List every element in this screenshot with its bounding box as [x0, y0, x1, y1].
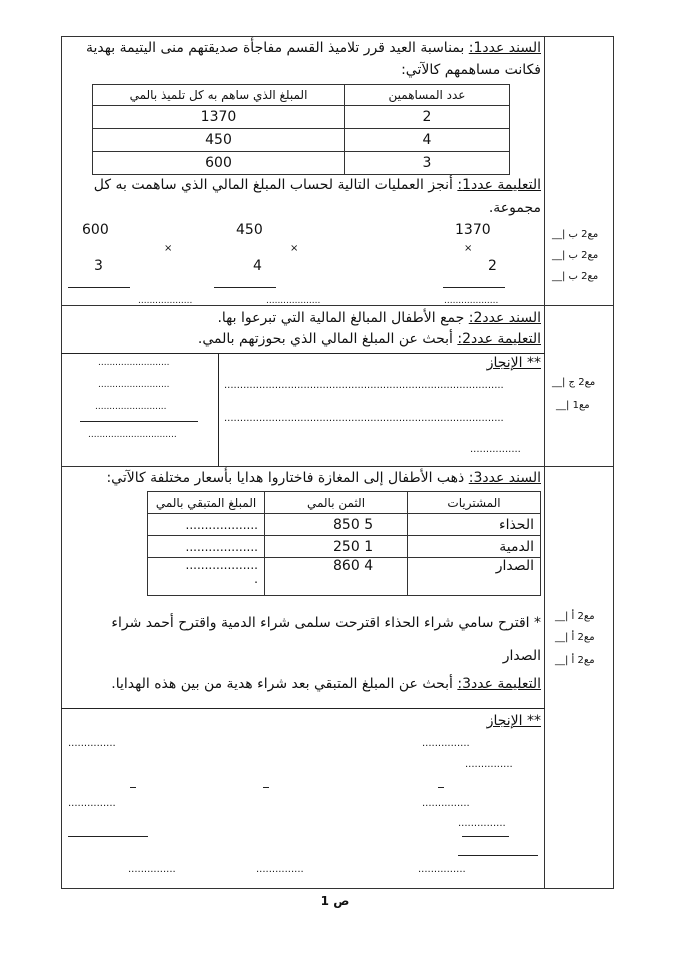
proposal-text: * اقترح سامي شراء الحذاء اقترحت سلمى شراء الدمية واقترح أحمد شراء	[111, 615, 541, 631]
work3-left-dots-3: ...............	[128, 864, 176, 875]
section3-score-frame	[544, 466, 614, 889]
table-cell: 600	[93, 152, 345, 175]
answer2-label-text: ** الإنجاز	[486, 355, 541, 371]
work3-left-dots-1: ...............	[68, 738, 116, 749]
table-cell: ................... .	[148, 558, 265, 596]
op2-top: 450	[236, 222, 263, 238]
score-box: مع2 أ |__	[555, 611, 595, 622]
op2-result-dots: ...................	[266, 296, 321, 306]
sanad1-label: السند عدد1:	[468, 40, 541, 56]
col-header-item: المشتريات	[408, 492, 541, 514]
sanad2-text: جمع الأطفال المبالغ المالية التي تبرعوا بها.	[217, 310, 465, 326]
section3-hdivider	[61, 708, 545, 709]
answer2-line-3: ................	[470, 444, 521, 455]
work2-dots-3: .........................	[95, 402, 167, 412]
sanad3-label: السند عدد3:	[468, 470, 541, 486]
sanad1-text2: فكانت مساهمهم كالآتي:	[401, 62, 541, 78]
op1-result-dots: ...................	[444, 296, 499, 306]
score-box: مع2 ب |__	[552, 250, 599, 261]
score-box: مع1 |__	[556, 400, 590, 411]
instruction3-text: أبحث عن المبلغ المتبقي بعد شراء هدية من بين هذه الهدايا.	[111, 676, 453, 692]
answer3-label-text: ** الإنجاز	[486, 713, 541, 729]
score-box: مع2 ج |__	[552, 377, 596, 388]
sanad2-label: السند عدد2:	[468, 310, 541, 326]
work2-dots-1: .........................	[98, 358, 170, 368]
section3-sanad	[71, 470, 541, 486]
op2-bottom: 4	[253, 258, 262, 274]
op3-sign: ×	[164, 243, 173, 254]
work3-right-line-2	[458, 855, 538, 856]
op3-line	[68, 287, 130, 288]
table-cell: 4 860	[265, 558, 408, 596]
table-cell: الدمية	[408, 536, 541, 558]
table-cell: 1 250	[265, 536, 408, 558]
instruction2-text: أبحث عن المبلغ المالي الذي بحوزتهم بالمي.	[197, 331, 453, 347]
table-cell: 1370	[93, 106, 345, 129]
score-box: مع2 أ |__	[555, 655, 595, 666]
work3-right-dots-2: ...............	[465, 759, 513, 770]
table-cell: 2	[345, 106, 510, 129]
section1-score-frame	[544, 36, 614, 306]
purchases-table	[147, 491, 541, 596]
work3-mid-dots: ...............	[256, 864, 304, 875]
instruction3-label: التعليمة عدد3:	[457, 676, 541, 692]
contributions-table	[92, 84, 510, 175]
op1-line	[443, 287, 505, 288]
col-header-count: عدد المساهمين	[345, 85, 510, 106]
sanad3-text: ذهب الأطفال إلى المغازة فاختاروا هدايا بأسعار مختلفة كالآتي:	[106, 470, 465, 486]
op1-top: 1370	[455, 222, 491, 238]
work2-dots-4: ...............................	[88, 430, 177, 440]
col-header-remaining: المبلغ المتبقي بالمي	[148, 492, 265, 514]
instruction3	[71, 676, 541, 692]
work3-mid-minus	[263, 787, 269, 788]
table-cell: 3	[345, 152, 510, 175]
table-cell: الحذاء	[408, 514, 541, 536]
work3-right-line-1	[462, 836, 509, 837]
section2-vdivider	[218, 353, 219, 467]
table-cell: 450	[93, 129, 345, 152]
table-cell: الصدار	[408, 558, 541, 596]
answer3-label	[341, 713, 541, 729]
op2-line	[214, 287, 276, 288]
answer2-line-2: ........................................................................................	[224, 413, 504, 424]
section2-hdivider	[61, 353, 545, 354]
work3-right-dots-1: ...............	[422, 738, 470, 749]
col-header-price: الثمن بالمي	[265, 492, 408, 514]
page-number: ص 1	[320, 894, 350, 908]
section2-sanad	[71, 310, 541, 326]
instruction1-text: أنجز العمليات التالية لحساب المبلغ المالي الذي ساهمت به كل	[93, 177, 453, 193]
instruction1	[66, 177, 541, 193]
op1-bottom: 2	[488, 258, 497, 274]
instruction2	[71, 331, 541, 347]
proposal-text2: الصدار	[502, 648, 541, 664]
work3-right-minus	[438, 787, 444, 788]
answer2-line-1: ........................................................................................	[224, 380, 504, 391]
table-cell: ...................	[148, 514, 265, 536]
op3-bottom: 3	[94, 258, 103, 274]
instruction1-text2: مجموعة.	[488, 200, 541, 216]
op2-sign: ×	[290, 243, 299, 254]
instruction1-label: التعليمة عدد1:	[457, 177, 541, 193]
work3-left-minus	[130, 787, 136, 788]
work3-right-dots-3: ...............	[422, 798, 470, 809]
table-cell: ...................	[148, 536, 265, 558]
op3-top: 600	[82, 222, 109, 238]
col-header-amount: المبلغ الذي ساهم به كل تلميذ بالمي	[93, 85, 345, 106]
work3-right-dots-5: ...............	[418, 864, 466, 875]
score-box: مع2 ب |__	[552, 229, 599, 240]
table-cell: 4	[345, 129, 510, 152]
instruction2-label: التعليمة عدد2:	[457, 331, 541, 347]
op3-result-dots: ...................	[138, 296, 193, 306]
answer2-label	[341, 355, 541, 371]
op1-sign: ×	[464, 243, 473, 254]
sanad1-text: بمناسبة العيد قرر تلاميذ القسم مفاجأة صديقتهم منى اليتيمة بهدية	[86, 40, 465, 56]
score-box: مع2 ب |__	[552, 271, 599, 282]
work2-line	[80, 421, 198, 422]
table-cell: 5 850	[265, 514, 408, 536]
work3-left-line	[68, 836, 148, 837]
work2-dots-2: .........................	[98, 380, 170, 390]
work3-right-dots-4: ...............	[458, 818, 506, 829]
section1-sanad	[71, 40, 541, 56]
work3-left-dots-2: ...............	[68, 798, 116, 809]
score-box: مع2 أ |__	[555, 632, 595, 643]
